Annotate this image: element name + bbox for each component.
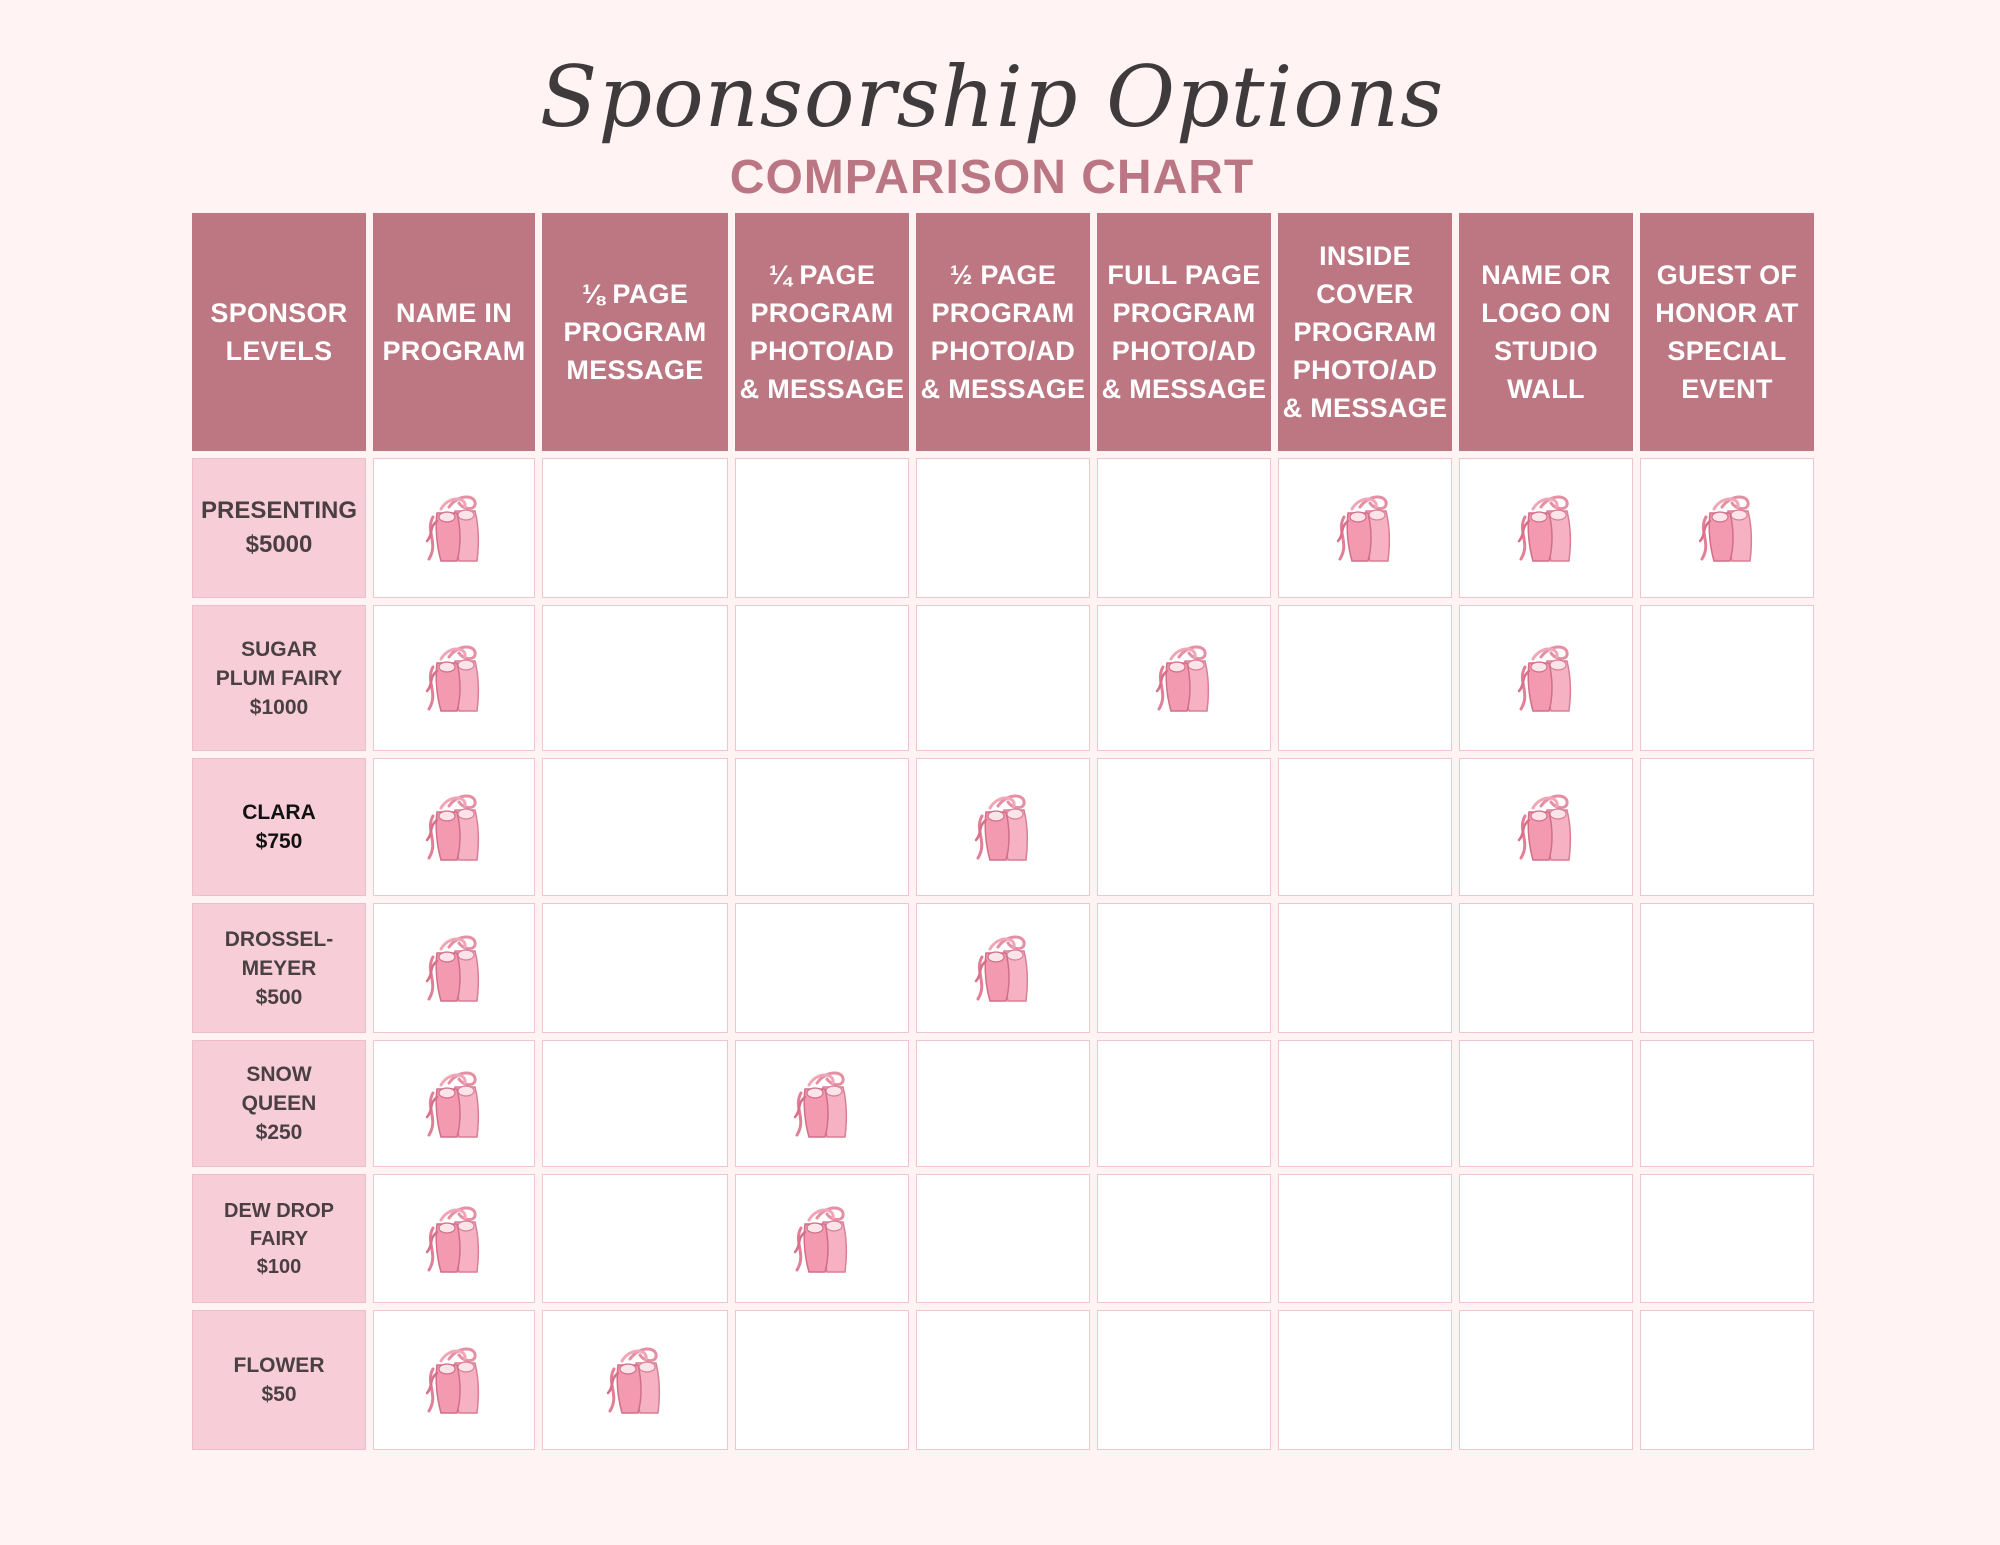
page-subtitle: COMPARISON CHART [729, 151, 1255, 204]
benefit-cell [373, 758, 535, 896]
benefit-cell [916, 458, 1090, 598]
benefit-cell [1278, 1310, 1452, 1450]
benefit-cell [735, 458, 909, 598]
benefit-cell [1097, 903, 1271, 1033]
ballet-slippers-icon [968, 931, 1038, 1005]
benefit-cell [916, 605, 1090, 751]
benefit-cell [542, 1310, 728, 1450]
benefit-cell [1278, 758, 1452, 896]
benefit-cell [1097, 605, 1271, 751]
benefit-cell [542, 1174, 728, 1303]
ballet-slippers-icon [1330, 491, 1400, 565]
benefit-cell [1640, 1174, 1814, 1303]
ballet-slippers-icon [1692, 491, 1762, 565]
column-header-2: ⅛ PAGE PROGRAM MESSAGE [542, 213, 728, 451]
benefit-cell [542, 458, 728, 598]
benefit-cell [542, 1040, 728, 1167]
ballet-slippers-icon [419, 1343, 489, 1417]
benefit-cell [1278, 1040, 1452, 1167]
benefit-cell [1278, 903, 1452, 1033]
benefit-cell [1097, 1040, 1271, 1167]
benefit-cell [1459, 758, 1633, 896]
benefit-cell [916, 1174, 1090, 1303]
benefit-cell [1278, 458, 1452, 598]
benefit-cell [373, 458, 535, 598]
benefit-cell [1640, 1310, 1814, 1450]
benefit-cell [916, 1310, 1090, 1450]
benefit-cell [1097, 758, 1271, 896]
ballet-slippers-icon [1149, 641, 1219, 715]
sponsor-level-1: PRESENTING $5000 [192, 458, 366, 598]
benefit-cell [1459, 1040, 1633, 1167]
ballet-slippers-icon [1511, 641, 1581, 715]
benefit-cell [1459, 1174, 1633, 1303]
benefit-cell [373, 1310, 535, 1450]
header-sponsor-levels: SPONSOR LEVELS [192, 213, 366, 451]
benefit-cell [1459, 605, 1633, 751]
benefit-cell [1640, 458, 1814, 598]
column-header-7: NAME OR LOGO ON STUDIO WALL [1459, 213, 1633, 451]
column-header-1: NAME IN PROGRAM [373, 213, 535, 451]
sponsor-level-3: CLARA $750 [192, 758, 366, 896]
benefit-cell [735, 758, 909, 896]
benefit-cell [1459, 903, 1633, 1033]
benefit-cell [1640, 1040, 1814, 1167]
benefit-cell [373, 1174, 535, 1303]
benefit-cell [916, 1040, 1090, 1167]
benefit-cell [1459, 458, 1633, 598]
benefit-cell [542, 758, 728, 896]
ballet-slippers-icon [600, 1343, 670, 1417]
benefit-cell [1278, 605, 1452, 751]
ballet-slippers-icon [419, 790, 489, 864]
benefit-cell [735, 605, 909, 751]
benefit-cell [542, 605, 728, 751]
benefit-cell [916, 903, 1090, 1033]
sponsor-level-5: SNOW QUEEN $250 [192, 1040, 366, 1167]
ballet-slippers-icon [787, 1067, 857, 1141]
benefit-cell [373, 605, 535, 751]
ballet-slippers-icon [1511, 491, 1581, 565]
column-header-8: GUEST OF HONOR AT SPECIAL EVENT [1640, 213, 1814, 451]
benefit-cell [373, 1040, 535, 1167]
benefit-cell [735, 1310, 909, 1450]
ballet-slippers-icon [419, 1067, 489, 1141]
benefit-cell [1097, 1310, 1271, 1450]
benefit-cell [373, 903, 535, 1033]
ballet-slippers-icon [419, 641, 489, 715]
sponsor-level-7: FLOWER $50 [192, 1310, 366, 1450]
benefit-cell [1097, 1174, 1271, 1303]
column-header-3: ¼ PAGE PROGRAM PHOTO/AD & MESSAGE [735, 213, 909, 451]
ballet-slippers-icon [419, 931, 489, 1005]
column-header-4: ½ PAGE PROGRAM PHOTO/AD & MESSAGE [916, 213, 1090, 451]
benefit-cell [1640, 903, 1814, 1033]
ballet-slippers-icon [419, 491, 489, 565]
benefit-cell [1640, 605, 1814, 751]
page-title: Sponsorship Options [539, 48, 1445, 146]
sponsor-level-4: DROSSEL- MEYER $500 [192, 903, 366, 1033]
sponsor-level-6: DEW DROP FAIRY $100 [192, 1174, 366, 1303]
ballet-slippers-icon [968, 790, 1038, 864]
benefit-cell [1640, 758, 1814, 896]
ballet-slippers-icon [787, 1202, 857, 1276]
benefit-cell [916, 758, 1090, 896]
benefit-cell [735, 903, 909, 1033]
benefit-cell [542, 903, 728, 1033]
benefit-cell [1097, 458, 1271, 598]
benefit-cell [1459, 1310, 1633, 1450]
ballet-slippers-icon [1511, 790, 1581, 864]
benefit-cell [1278, 1174, 1452, 1303]
column-header-5: FULL PAGE PROGRAM PHOTO/AD & MESSAGE [1097, 213, 1271, 451]
sponsor-level-2: SUGAR PLUM FAIRY $1000 [192, 605, 366, 751]
comparison-table [192, 213, 1809, 1450]
benefit-cell [735, 1040, 909, 1167]
benefit-cell [735, 1174, 909, 1303]
column-header-6: INSIDE COVER PROGRAM PHOTO/AD & MESSAGE [1278, 213, 1452, 451]
ballet-slippers-icon [419, 1202, 489, 1276]
